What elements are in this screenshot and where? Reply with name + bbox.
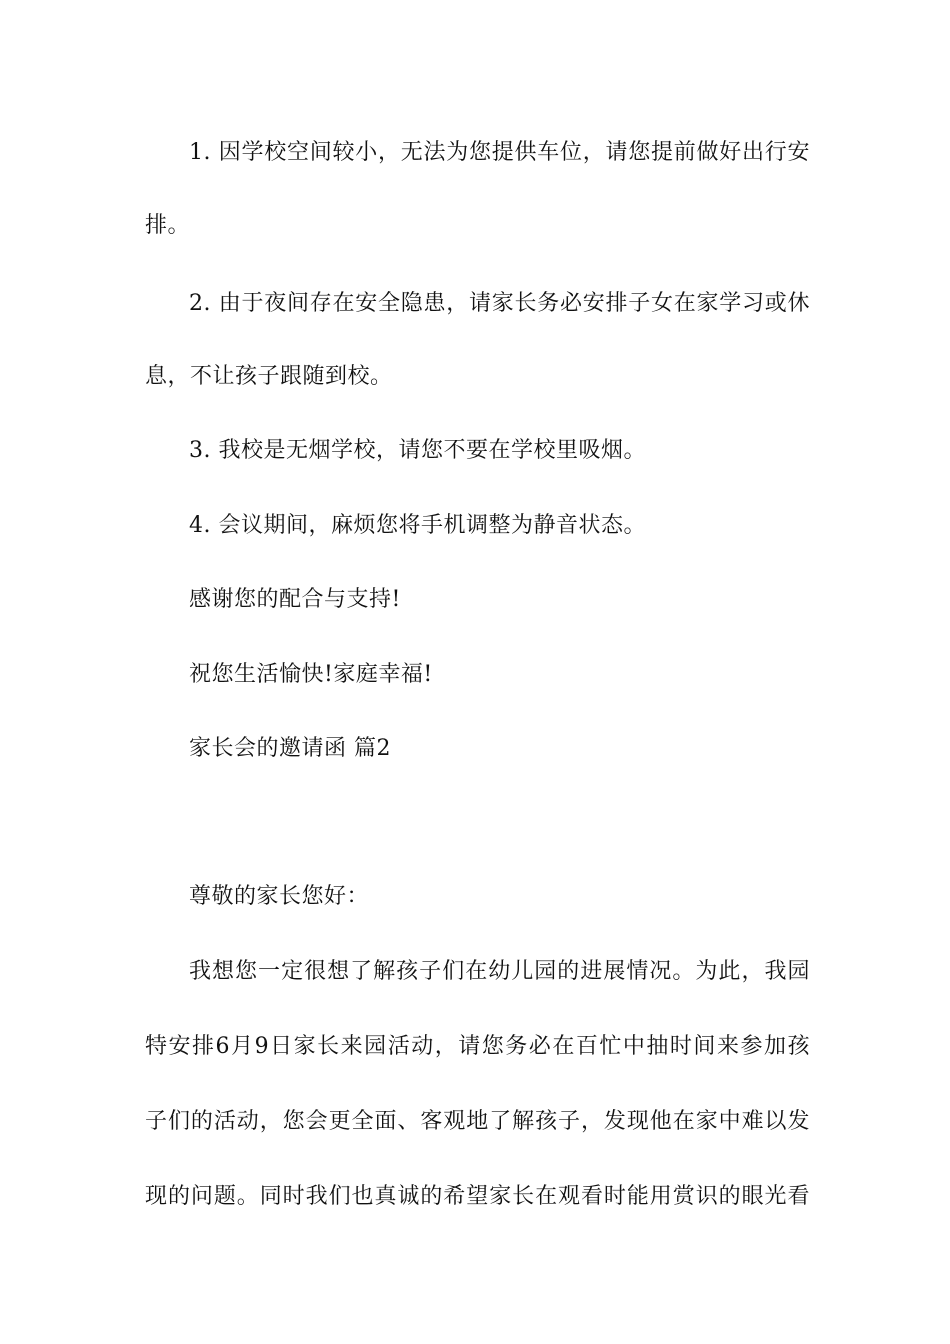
paragraph-line: 我想您一定很想了解孩子们在幼儿园的进展情况。为此，我园 (189, 959, 810, 984)
closing-line: 感谢您的配合与支持! (189, 587, 401, 612)
paragraph-line: 1. 因学校空间较小，无法为您提供车位，请您提前做好出行安 (189, 140, 810, 165)
section-heading: 家长会的邀请函 篇2 (189, 736, 391, 761)
paragraph-line: 特安排6月9日家长来园活动，请您务必在百忙中抽时间来参加孩 (145, 1034, 810, 1059)
paragraph-line: 3. 我校是无烟学校，请您不要在学校里吸烟。 (189, 438, 646, 463)
paragraph-line: 现的问题。同时我们也真诚的希望家长在观看时能用赏识的眼光看 (145, 1184, 810, 1209)
paragraph-line: 子们的活动，您会更全面、客观地了解孩子，发现他在家中难以发 (145, 1109, 810, 1134)
paragraph-line: 4. 会议期间，麻烦您将手机调整为静音状态。 (189, 513, 646, 538)
paragraph-line: 息，不让孩子跟随到校。 (145, 364, 393, 389)
paragraph-line: 排。 (145, 213, 191, 238)
paragraph-line: 2. 由于夜间存在安全隐患，请家长务必安排子女在家学习或休 (189, 291, 810, 316)
closing-line: 祝您生活愉快!家庭幸福! (189, 662, 433, 687)
salutation-line: 尊敬的家长您好： (189, 884, 370, 909)
